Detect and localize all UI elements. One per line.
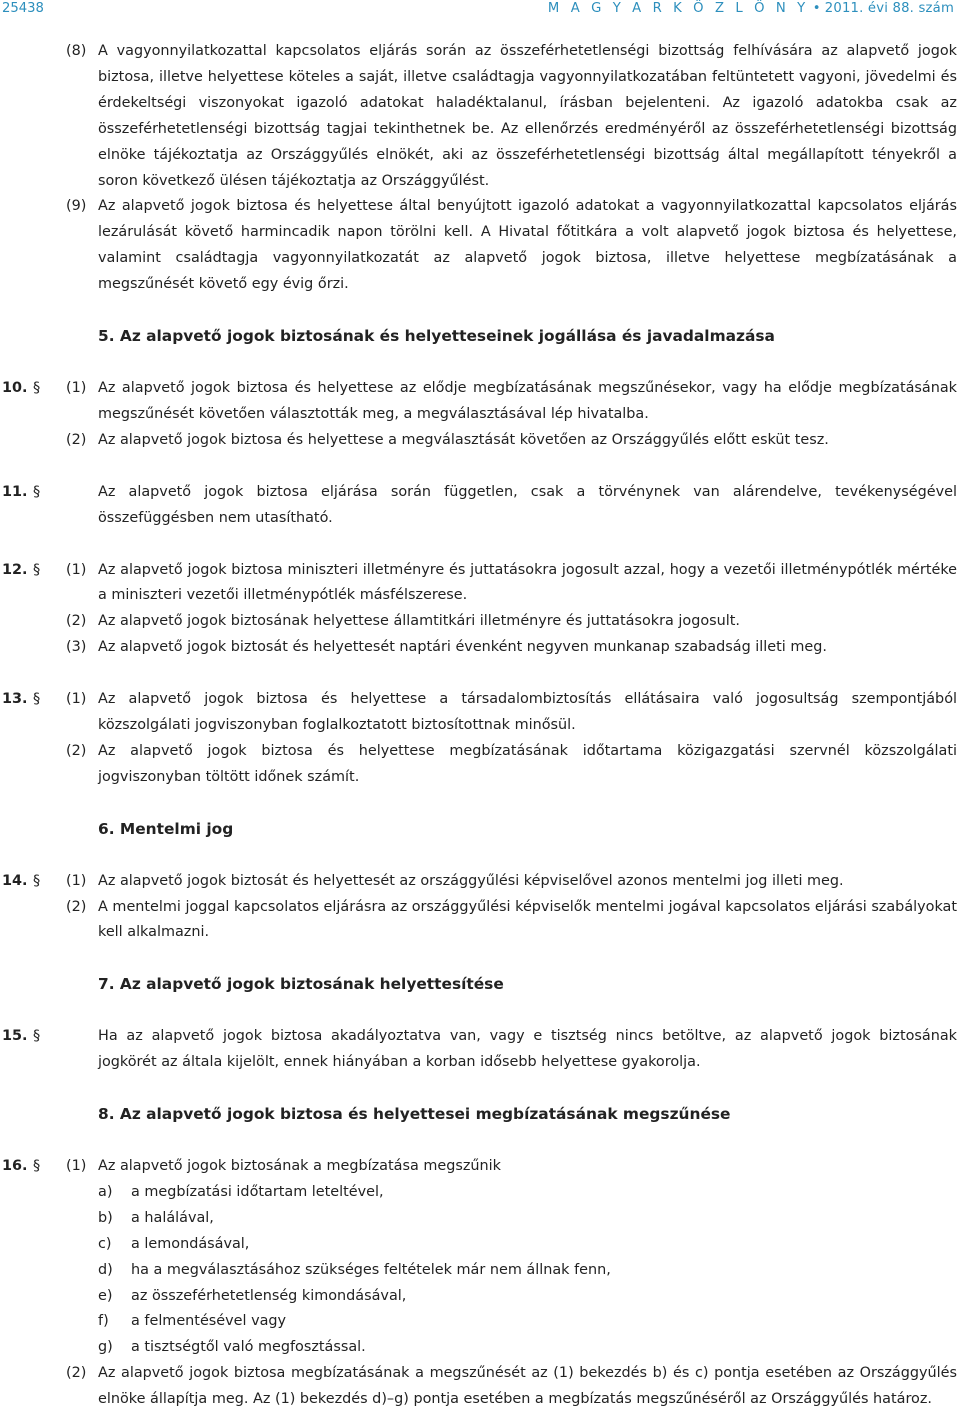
page-header <box>0 0 960 20</box>
paragraph-text: Az alapvető jogok biztosát és helyettesét az országgyűlési képviselővel azonos mentelmi jog illeti meg. <box>98 872 844 889</box>
list-item-text: az összeférhetetlenség kimondásával, <box>131 1287 407 1304</box>
spacer <box>0 1076 960 1102</box>
section-heading: 6. Mentelmi jog <box>98 819 234 838</box>
section-symbol: § <box>33 691 41 708</box>
paragraph-text: A vagyonnyilatkozattal kapcsolatos eljárás során az összeférhetetlenségi bizottság felhívására az alapvető jogok biztosa, illetve helyettese köteles a saját, illetve családtagja vagyonnyilatkozatában feltüntetett vagyoni, jövedelmi és érdekeltségi viszonyokat igazoló adatokat haladéktalanul, írásban bejelenteni. Az igazoló adatokba csak az összeférhetetlenségi bizottság tagjai tekinthetnek be. Az ellenőrzés eredményéről az összeférhetetlenségi bizottság elnöke tájékoztatja az Országgyűlés elnökét, aki az összeférhetetlenségi bizottság által megállapított tényekről a soron következő ülésen tájékoztatja az Országgyűlést. <box>98 43 957 189</box>
header-bullet: • <box>812 1 821 16</box>
list-item-marker: g) <box>98 1339 113 1356</box>
paragraph-text: Az alapvető jogok biztosa eljárása során független, csak a törvénynek van alárendelve, tevékenységével összefüggésben nem utasítható. <box>98 483 957 526</box>
paragraph <box>0 1361 960 1413</box>
paragraph <box>0 687 960 739</box>
subsection-number: (2) <box>66 431 87 448</box>
paragraph-text: Az alapvető jogok biztosának a megbízatása megszűnik <box>98 1158 501 1174</box>
list-item-marker: b) <box>98 1209 113 1226</box>
subsection-number: (1) <box>66 561 87 578</box>
paragraph-text: Az alapvető jogok biztosát és helyettesét naptári évenként negyven munkanap szabadság illeti meg. <box>98 639 827 656</box>
spacer <box>0 350 960 376</box>
journal-name: M A G Y A R K Ö Z L Ö N Y <box>547 1 809 16</box>
list-item-marker: a) <box>98 1183 113 1200</box>
paragraph-text: Az alapvető jogok biztosa és helyettese megbízatásának időtartama közigazgatási szervnél közszolgálati jogviszonyban töltött időnek számít. <box>98 742 957 785</box>
list-item-marker: d) <box>98 1261 113 1278</box>
subsection-number: (8) <box>66 43 87 59</box>
subsection-number: (1) <box>66 691 87 708</box>
paragraph-text: Az alapvető jogok biztosának helyettese államtitkári illetményre és juttatásokra jogosult. <box>98 613 740 630</box>
subsection-number: (9) <box>66 198 87 215</box>
spacer <box>0 791 960 817</box>
section-number: 14. <box>2 872 28 889</box>
list-item <box>0 1206 960 1232</box>
paragraph-text: A mentelmi joggal kapcsolatos eljárásra az országgyűlési képviselők mentelmi jogával kapcsolatos eljárási szabályokat kell alkalmazni. <box>98 898 957 941</box>
section-symbol: § <box>33 1028 41 1045</box>
section-symbol: § <box>33 561 41 578</box>
subsection-number: (2) <box>66 742 87 759</box>
journal-title <box>548 0 954 18</box>
section-symbol: § <box>33 379 41 396</box>
spacer <box>0 998 960 1024</box>
list-item <box>0 1284 960 1310</box>
spacer <box>0 532 960 558</box>
section-number: 16. <box>2 1158 28 1174</box>
spacer <box>0 1128 960 1154</box>
spacer <box>0 843 960 869</box>
paragraph <box>0 739 960 791</box>
section-number: 11. <box>2 483 28 500</box>
paragraph <box>0 609 960 635</box>
spacer <box>0 454 960 480</box>
paragraph <box>0 869 960 895</box>
paragraph-text: Az alapvető jogok biztosa és helyettese által benyújtott igazoló adatokat a vagyonnyilatkozattal kapcsolatos eljárás lezárulását követő harmincadik napon törölni kell. A Hivatal főtitkára a volt alapvető jogok biztosa és helyettese, valamint családtagja vagyonnyilatkozatát az alapvető jogok biztosa, illetve helyettese megbízatásának a megszűnését követő egy évig őrzi. <box>98 198 957 293</box>
paragraph <box>0 428 960 454</box>
subsection-number: (2) <box>66 898 87 915</box>
section-heading: 8. Az alapvető jogok biztosa és helyettesei megbízatásának megszűnése <box>98 1105 731 1124</box>
section-heading: 7. Az alapvető jogok biztosának helyettesítése <box>98 975 504 994</box>
section-number: 15. <box>2 1028 28 1045</box>
list-item <box>0 1180 960 1206</box>
list-item-marker: c) <box>98 1235 112 1252</box>
paragraph-text: Az alapvető jogok biztosa és helyettese az elődje megbízatásának megszűnésekor, vagy ha elődje megbízatásának megszűnését követően választották meg, a megválasztásával lép hivatalba. <box>98 379 957 422</box>
paragraph <box>0 1154 960 1180</box>
list-item-text: a tisztségtől való megfosztással. <box>131 1339 366 1356</box>
paragraph <box>0 558 960 610</box>
section-symbol: § <box>33 1158 41 1174</box>
paragraph <box>0 376 960 428</box>
spacer <box>0 946 960 972</box>
section-number: 12. <box>2 561 28 578</box>
paragraph-text: Az alapvető jogok biztosa miniszteri illetményre és juttatásokra jogosult azzal, hogy a vezetői illetménypótlék mértéke a miniszteri vezetői illetménypótlék másfélszerese. <box>98 561 957 604</box>
section-number: 10. <box>2 379 28 396</box>
section-symbol: § <box>33 483 41 500</box>
paragraph <box>0 1024 960 1076</box>
section-heading: 5. Az alapvető jogok biztosának és helyetteseinek jogállása és javadalmazása <box>98 327 775 346</box>
section-symbol: § <box>33 872 41 889</box>
spacer <box>0 298 960 324</box>
list-item-marker: f) <box>98 1313 109 1330</box>
list-item-text: ha a megválasztásához szükséges feltételek már nem állnak fenn, <box>131 1261 611 1278</box>
list-item <box>0 1335 960 1361</box>
subsection-number: (3) <box>66 639 87 656</box>
subsection-number: (2) <box>66 613 87 630</box>
subsection-number: (1) <box>66 1158 87 1174</box>
list-item-marker: e) <box>98 1287 113 1304</box>
document-body <box>0 39 960 1413</box>
list-item-text: a megbízatási időtartam leteltével, <box>131 1183 384 1200</box>
paragraph <box>0 39 960 194</box>
spacer <box>0 661 960 687</box>
list-item-text: a felmentésével vagy <box>131 1313 287 1330</box>
paragraph <box>0 194 960 298</box>
page-number: 25438 <box>2 1 44 16</box>
journal-issue: 2011. évi 88. szám <box>824 1 954 16</box>
subsection-number: (2) <box>66 1365 87 1382</box>
paragraph-text: Az alapvető jogok biztosa és helyettese a társadalombiztosítás ellátásaira való jogosultság szempontjából közszolgálati jogviszonyban foglalkoztatott biztosítottnak minősül. <box>98 691 957 734</box>
paragraph-text: Az alapvető jogok biztosa és helyettese a megválasztását követően az Országgyűlés előtt esküt tesz. <box>98 431 829 448</box>
list-item <box>0 1232 960 1258</box>
paragraph <box>0 635 960 661</box>
paragraph <box>0 480 960 532</box>
list-item-text: a lemondásával, <box>131 1235 250 1252</box>
subsection-number: (1) <box>66 872 87 889</box>
section-number: 13. <box>2 691 28 708</box>
paragraph-text: Ha az alapvető jogok biztosa akadályoztatva van, vagy e tisztség nincs betöltve, az alapvető jogok biztosának jogkörét az általa kijelölt, ennek hiányában a korban idősebb helyettese gyakorolja. <box>98 1028 957 1071</box>
subsection-number: (1) <box>66 379 87 396</box>
paragraph-text: Az alapvető jogok biztosa megbízatásának a megszűnését az (1) bekezdés b) és c) pontja esetében az Országgyűlés elnöke állapítja meg. Az (1) bekezdés d)–g) pontja esetében a megbízatás megszűnéséről az Országgyűlés határoz. <box>98 1365 957 1408</box>
paragraph <box>0 895 960 947</box>
list-item-text: a halálával, <box>131 1209 214 1226</box>
list-item <box>0 1309 960 1335</box>
list-item <box>0 1258 960 1284</box>
